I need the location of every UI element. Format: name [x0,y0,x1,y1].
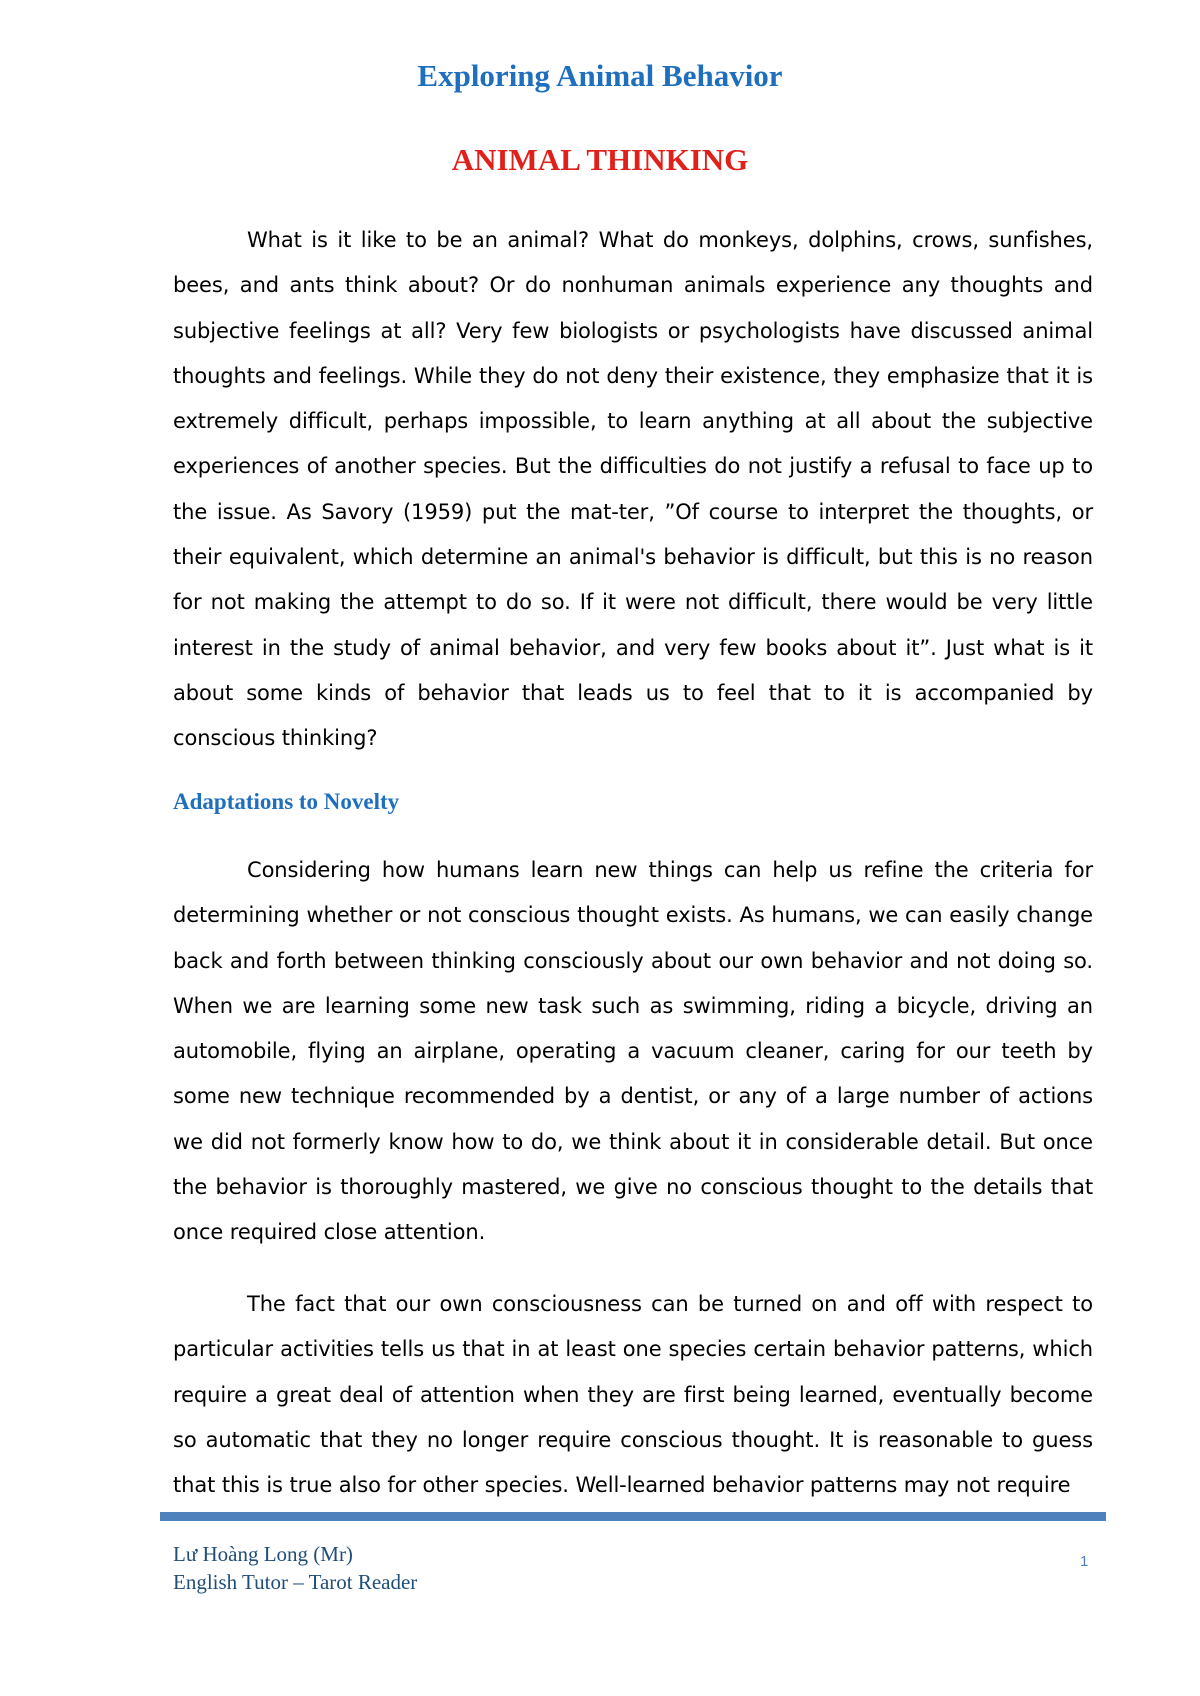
paragraph-3: The fact that our own consciousness can be turned on and off with respect to particular activities tells us that in at least one species certain behavior patterns, which require a great deal of attention when they are first being learned, eventually become so automatic that they no longer require conscious thought. It is reasonable to guess that this is true also for other species. Well-learned behavior patterns may not require [173,1292,1093,1498]
footer-author: Lư Hoàng Long (Mr) [173,1542,353,1566]
paragraph-1: What is it like to be an animal? What do monkeys, dolphins, crows, sunfishes, bees, and ants think about? Or do nonhuman animals experience any thoughts and subjective feelings at all? Very few biologists or psychologists have discussed animal thoughts and feelings. While they do not deny their existence, they emphasize that it is extremely difficult, perhaps impossible, to learn anything at all about the subjective experiences of another species. But the difficulties do not justify a refusal to face up to the issue. As Savory (1959) put the mat-ter, ”Of course to interpret the thoughts, or their equivalent, which determine an animal's behavior is difficult, but this is no reason for not making the attempt to do so. If it were not difficult, there would be very little interest in the study of animal behavior, and very few books about it”. Just what is it about some kinds of behavior that leads us to feel that to it is accompanied by conscious thinking? [173,228,1093,751]
section-title: ANIMAL THINKING [451,142,749,177]
subheading-adaptations: Adaptations to Novelty [173,789,400,814]
footer-role: English Tutor – Tarot Reader [173,1570,418,1594]
paragraph-2: Considering how humans learn new things can help us refine the criteria for determining whether or not conscious thought exists. As humans, we can easily change back and forth between thinking consciously about our own behavior and not doing so. When we are learning some new task such as swimming, riding a bicycle, driving an automobile, flying an airplane, operating a vacuum cleaner, caring for our teeth by some new technique recommended by a dentist, or any of a large number of actions we did not formerly know how to do, we think about it in considerable detail. But once the behavior is thoroughly mastered, we give no conscious thought to the details that once required close attention. [173,858,1093,1245]
footer-divider [160,1512,1106,1521]
document-title: Exploring Animal Behavior [417,58,783,93]
page-number: 1 [1080,1553,1089,1570]
